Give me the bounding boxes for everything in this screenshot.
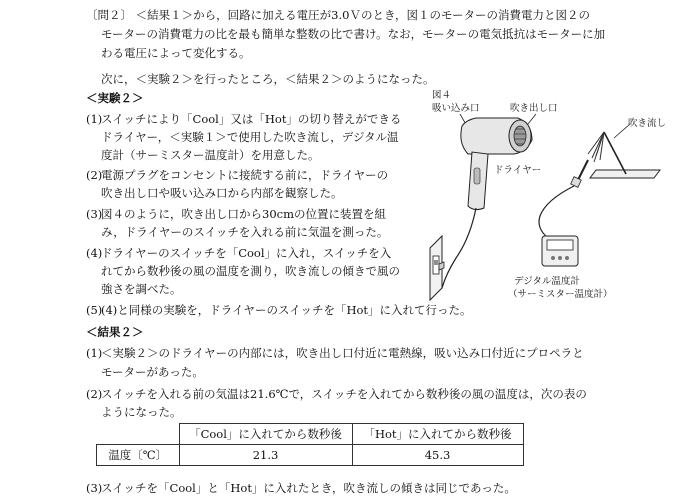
outlet-label: 吹き出し口 <box>510 103 558 114</box>
thermistor-probe-icon <box>539 160 588 238</box>
item-text: 吹き出し口や吸い込み口から内部を観察した。 <box>101 186 343 200</box>
item-text: ドライヤー，＜実験１＞で使用した吹き流し，デジタル温 <box>101 130 399 144</box>
item-text: れてから数秒後の風の温度を測り，吹き流しの傾きで風の <box>101 264 400 278</box>
item-number: (2) <box>86 168 103 182</box>
item-text: 図４のように，吹き出し口から30cmの位置に装置を組 <box>101 207 386 221</box>
item-text: み，ドライヤーのスイッチを入れる前に気温を測った。 <box>101 225 389 239</box>
temperature-table <box>96 423 524 466</box>
figure-4-diagram <box>428 88 686 312</box>
intake-label: 吸い込み口 <box>432 103 480 114</box>
table-header-row <box>97 424 524 445</box>
dryer-label: ドライヤー <box>494 165 542 176</box>
item-number: (1) <box>86 346 103 360</box>
experiment-2-heading: ＜実験２＞ <box>86 91 144 105</box>
item-text: スイッチを「Cool」と「Hot」に入れたとき，吹き流しの傾きは同じであった。 <box>101 481 516 495</box>
table-header-cool: 「Cool」に入れてから数秒後 <box>179 424 352 445</box>
item-number: (3) <box>86 207 103 221</box>
item-text: ＜実験２＞のドライヤーの内部には，吹き出し口付近に電熱線，吸い込み口付近にプロペラと <box>101 346 584 360</box>
wall-outlet-icon <box>430 236 444 300</box>
result-2-heading: ＜結果２＞ <box>86 325 144 339</box>
item-text: 度計（サーミスター温度計）を用意した。 <box>101 148 320 162</box>
table-cell-cool: 21.3 <box>179 445 352 466</box>
thermometer-label: デジタル温度計 <box>514 276 580 287</box>
question-2-line-3: わる電圧によって変化する。 <box>101 46 251 60</box>
item-text: ドライヤーのスイッチを「Cool」に入れ，スイッチを入 <box>101 246 392 260</box>
table-row <box>97 445 524 466</box>
item-text: (4)と同様の実験を，ドライヤーのスイッチを「Hot」に入れて行った。 <box>101 303 472 317</box>
digital-thermometer-icon <box>542 236 578 266</box>
question-2-line-2: モーターの消費電力の比を最も簡単な整数の比で書け。なお，モーターの電気抵抗はモーターに加 <box>101 27 606 41</box>
item-text: 強さを調べた。 <box>101 282 182 296</box>
thermometer-sublabel: （サーミスター温度計） <box>508 289 613 300</box>
item-number: (5) <box>86 303 103 317</box>
item-text: 電源プラグをコンセントに接続する前に，ドライヤーの <box>101 168 389 182</box>
table-row-label: 温度〔℃〕 <box>97 445 180 466</box>
item-number: (4) <box>86 246 103 260</box>
intro-text: 次に，＜実験２＞を行ったところ，＜結果２＞のようになった。 <box>101 72 435 86</box>
question-2-line-1: 〔問２〕 ＜結果１＞から，回路に加える電圧が3.0Ｖのとき，図１のモーターの消費電力と図２の <box>86 8 591 22</box>
item-text: モーターがあった。 <box>101 365 204 379</box>
item-text: スイッチにより「Cool」又は「Hot」の切り替えができる <box>101 112 402 126</box>
table-header-hot: 「Hot」に入れてから数秒後 <box>352 424 523 445</box>
item-number: (3) <box>86 481 103 495</box>
streamer-stand-icon <box>588 124 660 178</box>
item-text: ようになった。 <box>101 405 182 419</box>
table-corner-cell <box>97 424 180 445</box>
item-number: (1) <box>86 112 103 126</box>
table-cell-hot: 45.3 <box>352 445 523 466</box>
streamer-label: 吹き流し <box>628 118 667 129</box>
item-number: (2) <box>86 387 103 401</box>
hair-dryer-icon <box>442 118 532 288</box>
figure-4-title: 図４ <box>432 90 452 101</box>
item-text: スイッチを入れる前の気温は21.6℃で，スイッチを入れてから数秒後の風の温度は，次の表の <box>101 387 587 401</box>
